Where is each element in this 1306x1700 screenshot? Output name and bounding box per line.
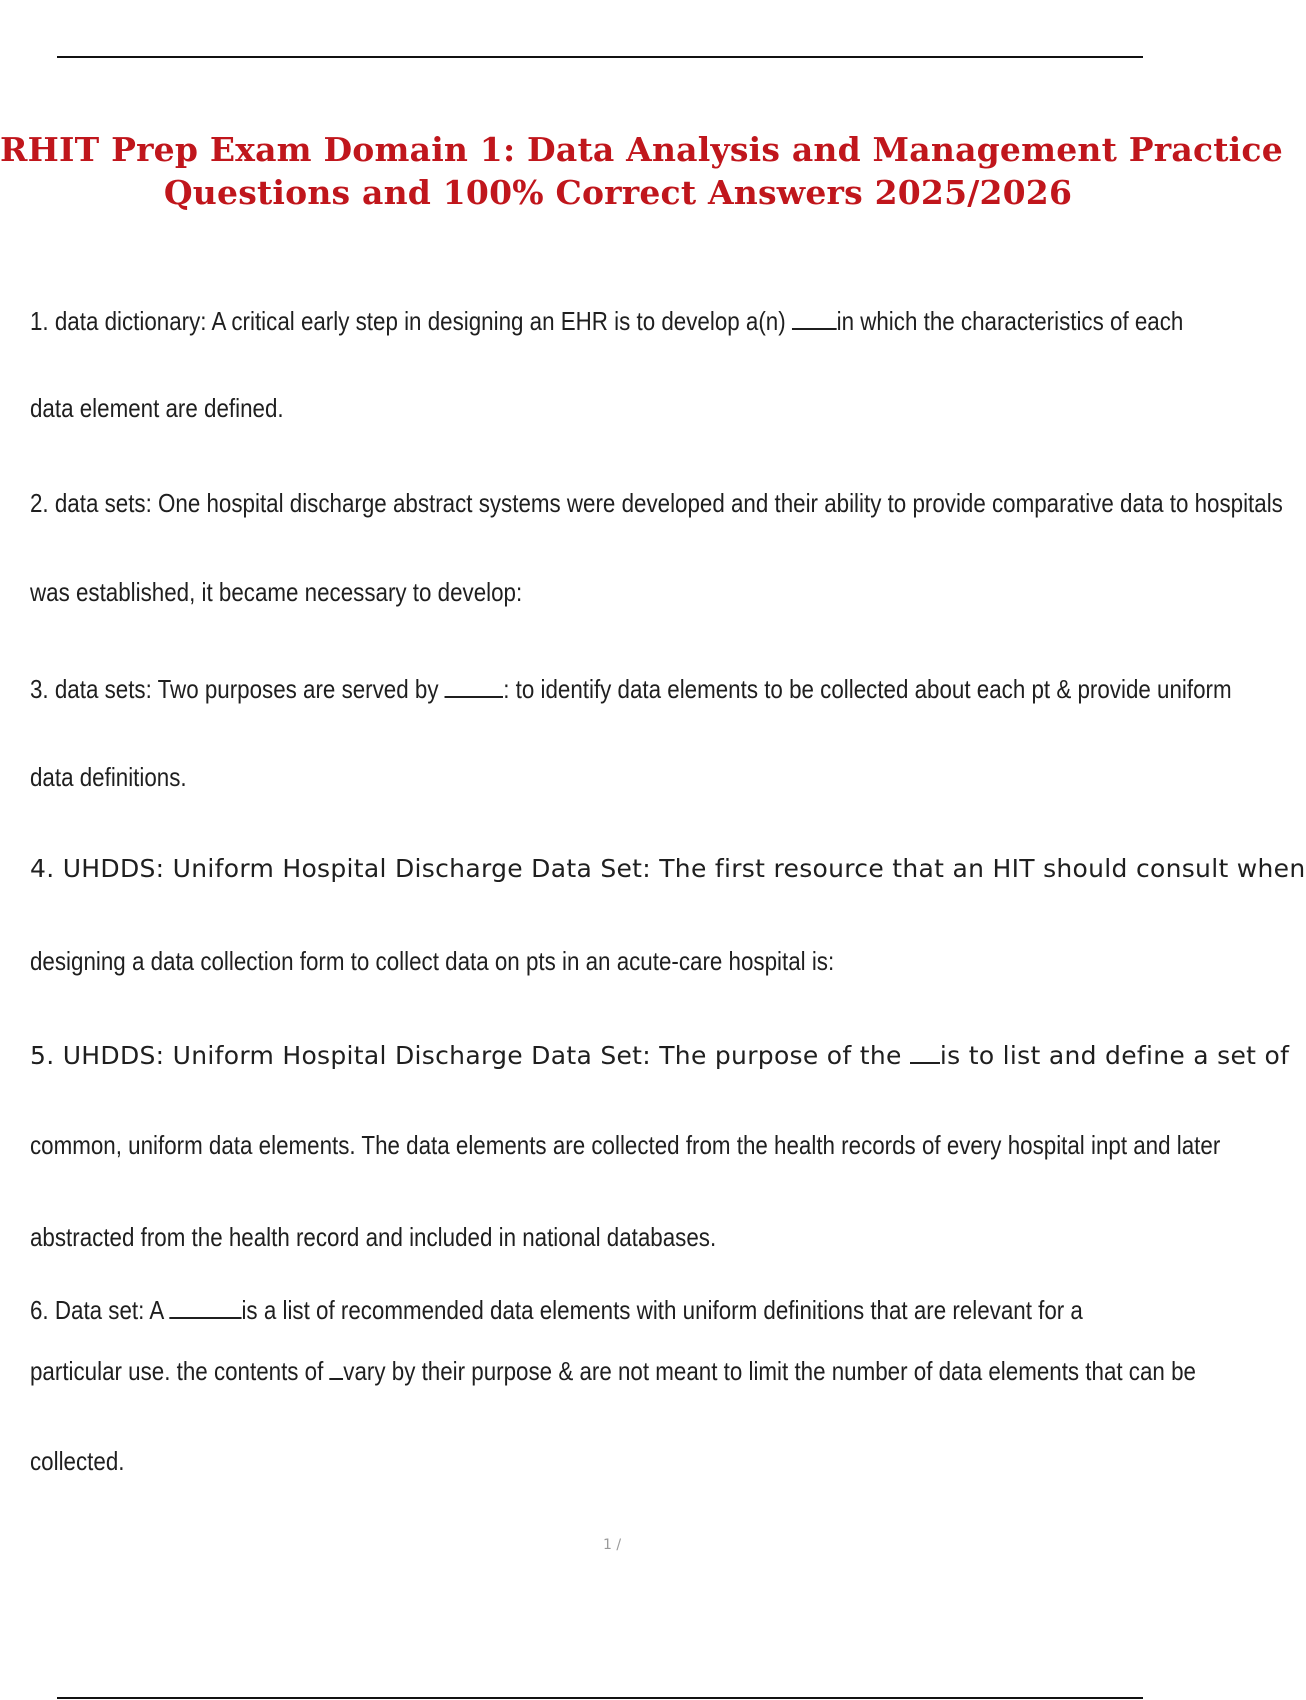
- bottom-rule: [57, 1697, 1143, 1699]
- answer-blank: [169, 1293, 241, 1319]
- page-number: 1 /: [603, 1537, 622, 1553]
- title-line-1: RHIT Prep Exam Domain 1: Data Analysis and Management Practice: [0, 130, 1283, 169]
- question-5-line-3: abstracted from the health record and included in national databases.: [30, 1222, 717, 1252]
- question-2-line-1: 2. data sets: One hospital discharge abstract systems were developed and their ability to provide comparative data to hospitals: [30, 488, 1283, 518]
- question-4-line-2: designing a data collection form to collect data on pts in an acute-care hospital is:: [30, 946, 835, 976]
- answer-blank: [910, 1038, 940, 1064]
- page-title: [0, 128, 1283, 214]
- question-3-line-1: 3. data sets: Two purposes are served by : to identify data elements to be collected about each pt & provide uniform: [30, 674, 1232, 704]
- answer-blank: [330, 1354, 344, 1380]
- answer-blank: [445, 672, 503, 698]
- question-5-line-1: 5. UHDDS: Uniform Hospital Discharge Data Set: The purpose of the is to list and define a set of: [30, 1038, 1289, 1071]
- question-1-line-1: 1. data dictionary: A critical early step in designing an EHR is to develop a(n) in which the characteristics of each: [30, 306, 1184, 336]
- question-1-line-2: data element are defined.: [30, 393, 284, 423]
- question-5-line-2: common, uniform data elements. The data elements are collected from the health records of every hospital inpt and later: [30, 1130, 1221, 1160]
- question-3-line-2: data definitions.: [30, 762, 187, 792]
- answer-blank: [792, 304, 837, 330]
- title-line-2: Questions and 100% Correct Answers 2025/2026: [163, 173, 1073, 212]
- question-2-line-2: was established, it became necessary to develop:: [30, 577, 523, 607]
- question-4-line-1: 4. UHDDS: Uniform Hospital Discharge Data Set: The first resource that an HIT should consult when: [30, 854, 1306, 883]
- question-6-line-2: particular use. the contents of vary by their purpose & are not meant to limit the number of data elements that can be: [30, 1356, 1196, 1386]
- question-6-line-1: 6. Data set: A is a list of recommended data elements with uniform definitions that are relevant for a: [30, 1295, 1083, 1325]
- question-6-line-3: collected.: [30, 1446, 125, 1476]
- top-rule: [57, 56, 1143, 58]
